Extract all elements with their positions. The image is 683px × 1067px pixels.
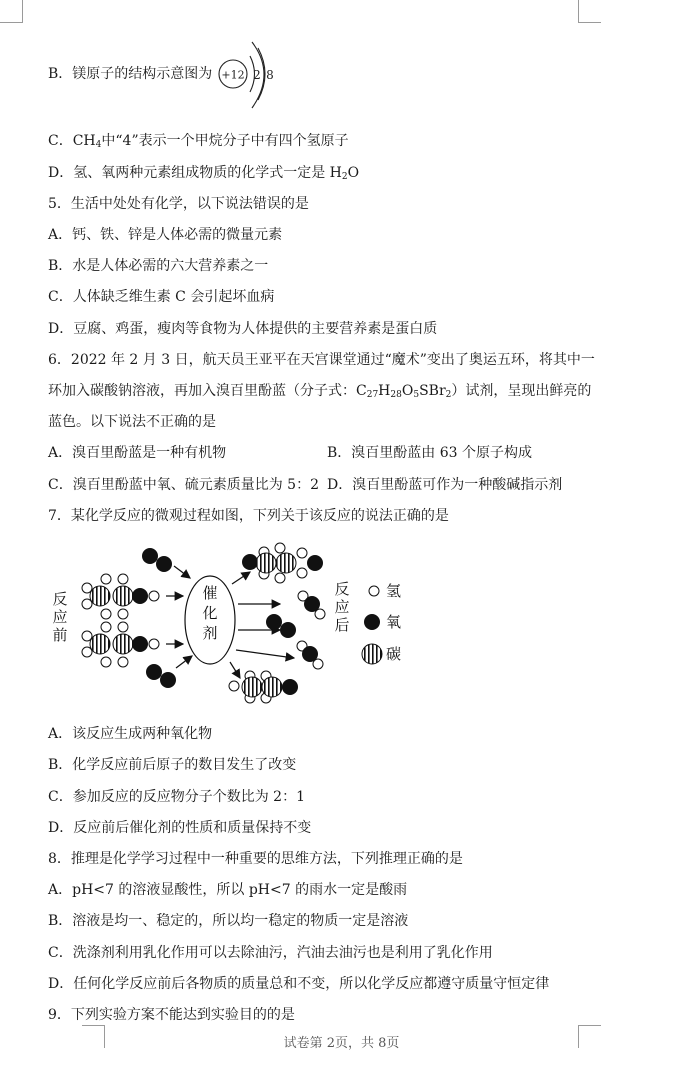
q8-option-d: D．任何化学反应前后各物质的质量总和不变，所以化学反应都遵守质量守恒定律 bbox=[48, 976, 550, 992]
after-label-char-2: 应 bbox=[334, 598, 350, 616]
legend-carbon bbox=[362, 644, 401, 664]
before-label-char-1: 反 bbox=[52, 590, 68, 608]
q6-option-c: C．溴百里酚蓝中氧、硫元素质量比为 5：2 bbox=[48, 477, 319, 493]
product-molecule-top bbox=[242, 543, 323, 583]
magnesium-atom-structure-diagram bbox=[214, 40, 284, 110]
q7-option-c: C．参加反应的反应物分子个数比为 2：1 bbox=[48, 789, 305, 805]
q8-option-b: B．溶液是均一、稳定的，所以均一稳定的物质一定是溶液 bbox=[48, 913, 409, 929]
svg-text:氢: 氢 bbox=[386, 582, 402, 600]
q5-option-a: A．钙、铁、锌是人体必需的微量元素 bbox=[48, 227, 283, 243]
q7-option-b: B．化学反应前后原子的数目发生了改变 bbox=[48, 757, 297, 773]
legend-hydrogen bbox=[369, 582, 401, 600]
q7-stem: 7．某化学反应的微观过程如图，下列关于该反应的说法正确的是 bbox=[48, 508, 449, 524]
q4-option-d: D．氢、氧两种元素组成物质的化学式一定是 $H_2O$ bbox=[48, 165, 360, 182]
after-label-char-1: 反 bbox=[334, 580, 350, 598]
page-footer: 试卷第 2页，共 8页 bbox=[283, 1036, 400, 1051]
q6-option-a: A．溴百里酚蓝是一种有机物 bbox=[48, 445, 227, 461]
reactant-molecule-ethane-1 bbox=[82, 574, 159, 619]
q5-option-b: B．水是人体必需的六大营养素之一 bbox=[48, 258, 269, 274]
product-molecule-oxygen bbox=[266, 614, 296, 638]
q5-stem: 5．生活中处处有化学，以下说法错误的是 bbox=[48, 196, 309, 212]
product-molecule-water-2 bbox=[297, 641, 323, 669]
product-molecule-bottom bbox=[229, 671, 298, 703]
before-label-char-3: 前 bbox=[52, 626, 68, 644]
q4-option-c: C．$CH_4$中“4”表示一个甲烷分子中有四个氢原子 bbox=[48, 133, 349, 150]
corner-mark-top-right bbox=[578, 0, 601, 23]
svg-text:氧: 氧 bbox=[386, 613, 402, 631]
reaction-micro-process-diagram bbox=[40, 538, 420, 718]
q4-option-b: B．镁原子的结构示意图为 bbox=[48, 66, 213, 82]
q6-stem-line-1: 6．2022 年 2 月 3 日，航天员王亚平在天宫课堂通过“魔术”变出了奥运五环，将其中一 bbox=[48, 352, 595, 368]
q5-option-c: C．人体缺乏维生素 C 会引起坏血病 bbox=[48, 289, 275, 305]
catalyst-label-char-1: 催 bbox=[202, 584, 218, 602]
q7-option-d: D．反应前后催化剂的性质和质量保持不变 bbox=[48, 820, 312, 836]
svg-text:碳: 碳 bbox=[386, 645, 402, 663]
q9-stem: 9．下列实验方案不能达到实验目的的是 bbox=[48, 1007, 295, 1023]
before-label-char-2: 应 bbox=[52, 608, 68, 626]
reactant-molecule-oxygen-top bbox=[142, 548, 172, 572]
q8-option-c: C．洗涤剂利用乳化作用可以去除油污，汽油去油污也是利用了乳化作用 bbox=[48, 945, 493, 961]
q8-option-a: A．pH<7 的溶液显酸性，所以 pH<7 的雨水一定是酸雨 bbox=[48, 882, 408, 898]
q6-option-b: B．溴百里酚蓝由 63 个原子构成 bbox=[327, 445, 533, 461]
reactant-molecule-oxygen-bottom bbox=[146, 664, 176, 688]
q6-option-d: D．溴百里酚蓝可作为一种酸碱指示剂 bbox=[327, 477, 563, 493]
nucleus-charge: +12 bbox=[221, 68, 245, 82]
reactant-molecule-ethane-2 bbox=[82, 622, 159, 667]
q6-stem-line-3: 蓝色。以下说法不正确的是 bbox=[48, 414, 216, 430]
after-label-char-3: 后 bbox=[334, 616, 350, 634]
shell-1-electrons: 2 bbox=[253, 68, 261, 82]
shell-2-electrons: 8 bbox=[266, 68, 274, 82]
q6-stem-line-2: 环加入碳酸钠溶液，再加入溴百里酚蓝（分子式：$C_{27}H_{28}O_5SBr_2$）试剂，呈现出鲜亮的 bbox=[48, 383, 592, 400]
product-molecule-water-1 bbox=[298, 591, 325, 619]
corner-mark-top-left bbox=[0, 0, 23, 23]
q8-stem: 8．推理是化学学习过程中一种重要的思维方法，下列推理正确的是 bbox=[48, 851, 463, 867]
q7-option-a: A．该反应生成两种氧化物 bbox=[48, 726, 213, 742]
q5-option-d: D．豆腐、鸡蛋，瘦肉等食物为人体提供的主要营养素是蛋白质 bbox=[48, 321, 438, 337]
legend-oxygen bbox=[364, 613, 401, 631]
catalyst-label-char-2: 化 bbox=[202, 604, 218, 622]
catalyst-label-char-3: 剂 bbox=[202, 624, 218, 642]
